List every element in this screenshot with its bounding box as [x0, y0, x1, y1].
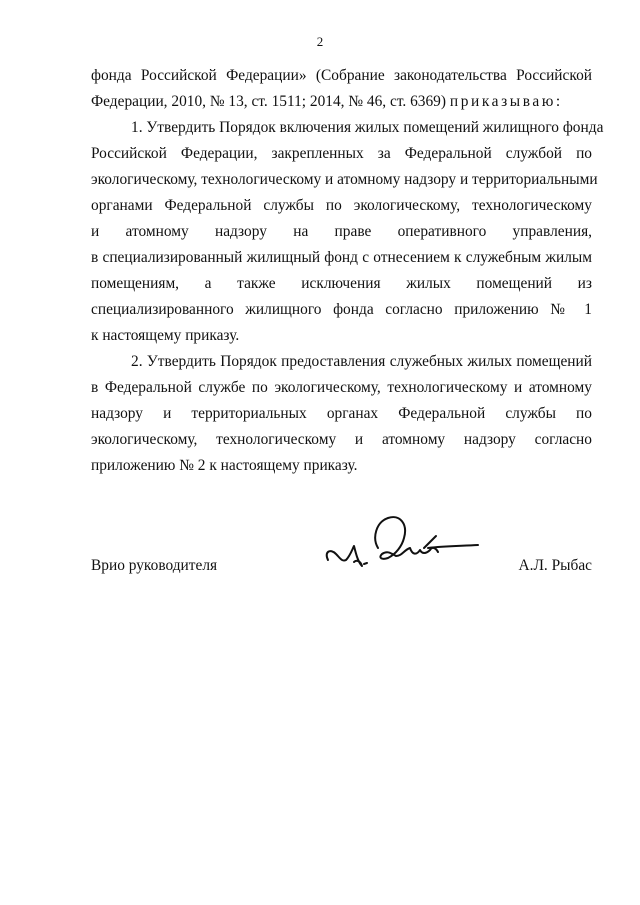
body-line-text: Федерации, 2010, № 13, ст. 1511; 2014, № 46, ст. 6369) — [91, 93, 450, 110]
body-line: экологическому, технологическому и атомному надзору и территориальными — [91, 171, 598, 188]
signatory-title: Врио руководителя — [91, 557, 218, 574]
body-line: экологическому, технологическому и атомному надзору согласно — [91, 431, 592, 448]
body-line — [91, 92, 592, 112]
paragraph-1-start: 1. Утвердить Порядок включения жилых помещений жилищного фонда — [131, 119, 604, 136]
body-line: органами Федеральной службы по экологическому, технологическому — [91, 197, 592, 214]
body-line: специализированного жилищного фонда согласно приложению № 1 — [91, 301, 592, 318]
body-line: и атомному надзору на праве оперативного управления, — [91, 223, 592, 240]
body-line: Российской Федерации, закрепленных за Федеральной службой по — [91, 145, 592, 162]
body-line: к настоящему приказу. — [91, 327, 240, 344]
page-number: 2 — [316, 34, 324, 49]
body-line: приложению № 2 к настоящему приказу. — [91, 457, 358, 474]
body-line: в Федеральной службе по экологическому, технологическому и атомному — [91, 379, 592, 396]
signatory-name: А.Л. Рыбас — [518, 557, 592, 574]
body-line: в специализированный жилищный фонд с отнесением к служебным жилым — [91, 249, 592, 266]
body-line: фонда Российской Федерации» (Собрание законодательства Российской — [91, 67, 592, 84]
body-line: помещениям, а также исключения жилых помещений из — [91, 275, 592, 292]
paragraph-2-start: 2. Утвердить Порядок предоставления служебных жилых помещений — [131, 353, 592, 370]
order-word: приказываю: — [449, 93, 563, 110]
handwritten-signature — [320, 508, 490, 584]
body-line: надзору и территориальных органах Федеральной службы по — [91, 405, 592, 422]
